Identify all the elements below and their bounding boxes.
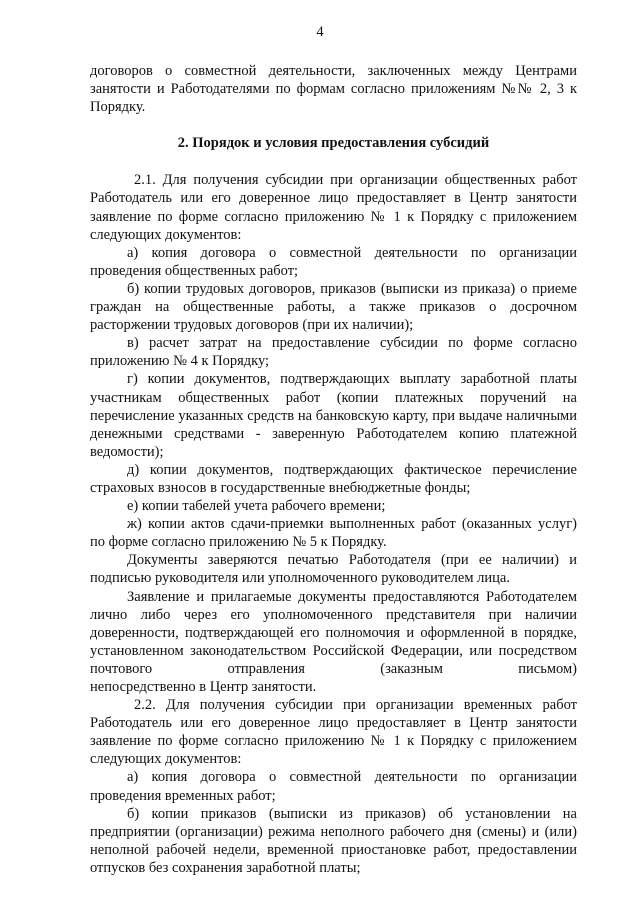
page-number: 4 — [316, 24, 324, 40]
clause-2-1: 2.1. Для получения субсидии при организации общественных работ Работодатель или его доверенное лицо предоставляет в Центр занятости заявление по форме согласно приложению № 1 к Порядку с приложением следующих документов: — [90, 172, 577, 243]
clause-2-2-item-b: б) копии приказов (выписки из приказов) об установлении на предприятии (организации) режима неполного рабочего дня (смены) и (или) неполной рабочей недели, временной приостановке работ, предоставлении отпусков без сохранения заработной платы; — [90, 805, 577, 876]
submission-paragraph: Заявление и прилагаемые документы предоставляются Работодателем лично либо через его уполномоченного представителя при наличии доверенности, подтверждающей его полномочия и оформленной в порядке, установленном законодательством Российской Федерации, или посредством почтового отправления (заказным письмом) — [90, 588, 577, 677]
clause-2-1-item-zh: ж) копии актов сдачи-приемки выполненных работ (оказанных услуг) по форме согласно приложению № 5 к Порядку. — [90, 516, 577, 551]
certification-paragraph: Документы заверяются печатью Работодателя (при ее наличии) и подписью руководителя или уполномоченного руководителем лица. — [90, 552, 577, 587]
clause-2-1-item-e: е) копии табелей учета рабочего времени; — [127, 498, 386, 515]
clause-2-1-item-v: в) расчет затрат на предоставление субсидии по форме согласно приложению № 4 к Порядку; — [90, 335, 577, 370]
clause-2-2: 2.2. Для получения субсидии при организации временных работ Работодатель или его доверенное лицо предоставляет в Центр занятости заявление по форме согласно приложению № 1 к Порядку с приложением следующих документов: — [90, 697, 577, 768]
clause-2-1-item-g: г) копии документов, подтверждающих выплату заработной платы участникам общественных работ (копии платежных поручений на перечисление указанных средств на банковскую карту, при выдаче наличными денежными средствами - заверенную Работодателем копию платежной ведомости); — [90, 371, 577, 460]
clause-2-2-item-a: а) копия договора о совместной деятельности по организации проведения временных работ; — [90, 769, 577, 804]
section-heading: 2. Порядок и условия предоставления субсидий — [177, 135, 490, 152]
document-body — [90, 62, 577, 877]
clause-2-1-item-d: д) копии документов, подтверждающих фактическое перечисление страховых взносов в государственные внебюджетные фонды; — [90, 461, 577, 496]
submission-paragraph-end: непосредственно в Центр занятости. — [90, 679, 317, 695]
intro-paragraph: договоров о совместной деятельности, заключенных между Центрами занятости и Работодателями по формам согласно приложениям №№ 2, 3 к Порядку. — [90, 63, 577, 116]
clause-2-1-item-b: б) копии трудовых договоров, приказов (выписки из приказа) о приеме граждан на общественные работы, а также приказов о досрочном расторжении трудовых договоров (при их наличии); — [90, 280, 577, 334]
clause-2-1-item-a: а) копия договора о совместной деятельности по организации проведения общественных работ; — [90, 244, 577, 279]
